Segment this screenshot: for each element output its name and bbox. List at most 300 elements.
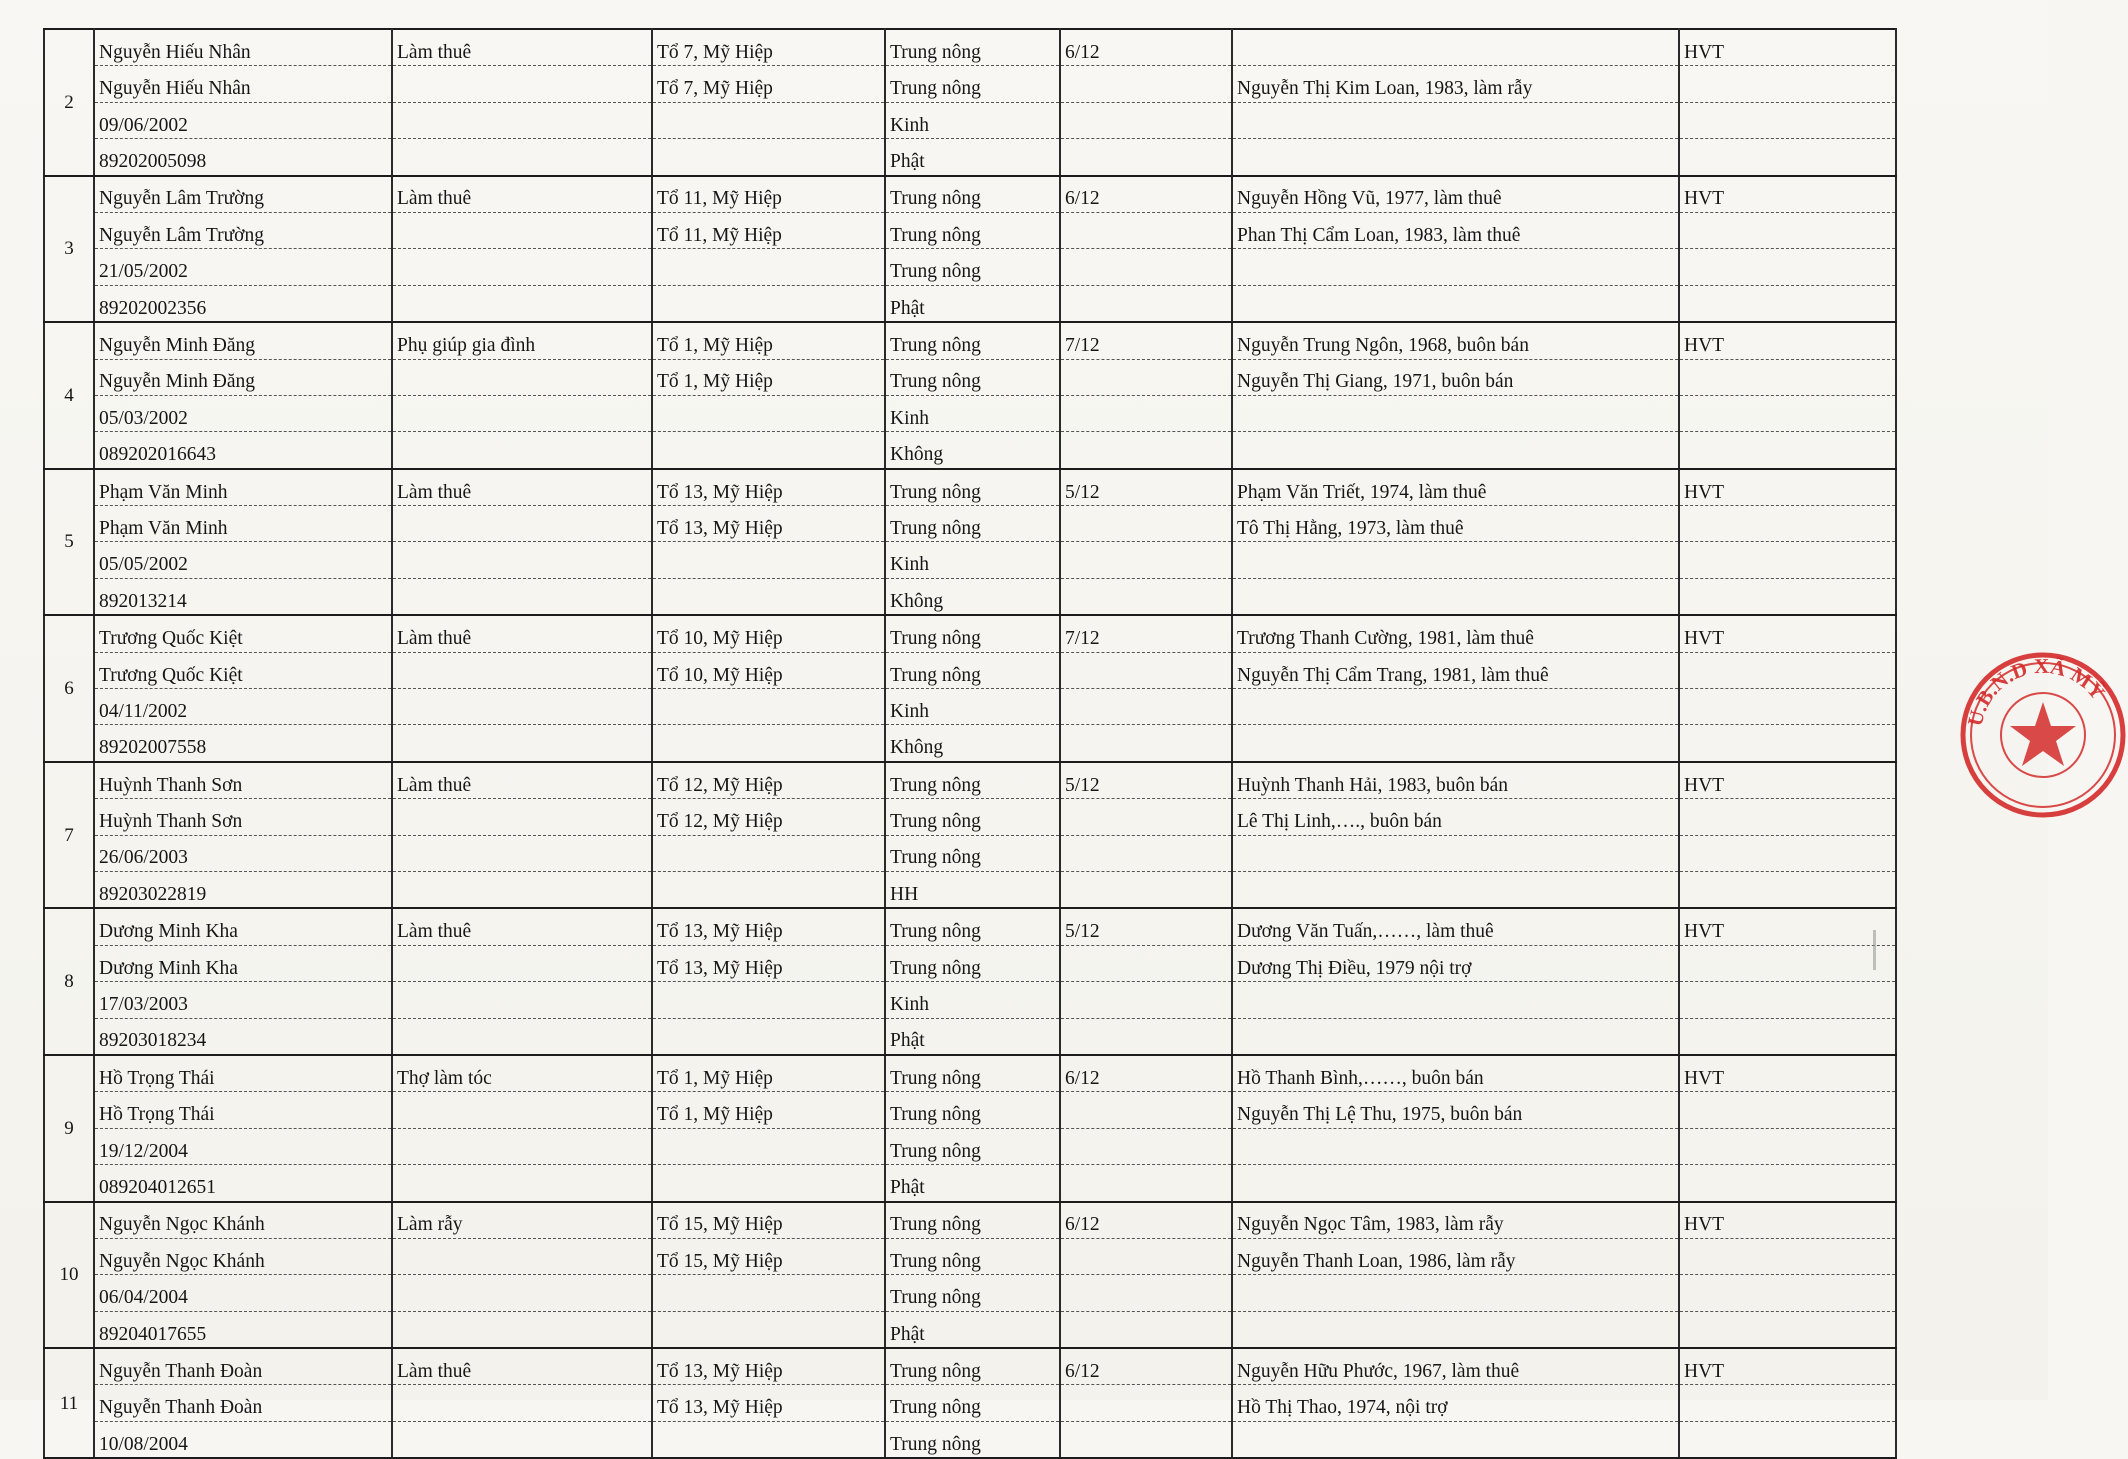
note-cell: [1679, 871, 1896, 908]
table-row: [44, 506, 1896, 542]
class-cell: Kinh: [885, 102, 1060, 138]
class-cell: Kinh: [885, 982, 1060, 1018]
table-row: [44, 285, 1896, 322]
parents-cell: Dương Văn Tuấn,……, làm thuê: [1232, 908, 1679, 945]
name-cell: Dương Minh Kha: [94, 945, 392, 981]
class-cell: Trung nông: [885, 1348, 1060, 1385]
table-row: [44, 212, 1896, 248]
name-cell: Nguyễn Lâm Trường: [94, 212, 392, 248]
occupation-cell: [392, 506, 652, 542]
parents-cell: [1232, 1421, 1679, 1458]
note-cell: HVT: [1679, 1348, 1896, 1385]
occupation-cell: Làm thuê: [392, 615, 652, 652]
row-number: 10: [44, 1202, 94, 1349]
education-cell: [1060, 1165, 1232, 1202]
address-cell: Tổ 7, Mỹ Hiệp: [652, 66, 885, 102]
table-row: [44, 652, 1896, 688]
note-cell: [1679, 1385, 1896, 1421]
name-cell: Nguyễn Hiếu Nhân: [94, 66, 392, 102]
parents-cell: [1232, 871, 1679, 908]
occupation-cell: [392, 249, 652, 285]
table-row: [44, 1128, 1896, 1164]
occupation-cell: Làm thuê: [392, 469, 652, 506]
parents-cell: [1232, 1018, 1679, 1055]
name-cell: 26/06/2003: [94, 835, 392, 871]
row-number: 6: [44, 615, 94, 762]
note-cell: [1679, 578, 1896, 615]
occupation-cell: [392, 1385, 652, 1421]
class-cell: Trung nông: [885, 176, 1060, 213]
class-cell: Trung nông: [885, 908, 1060, 945]
education-cell: [1060, 835, 1232, 871]
education-cell: 6/12: [1060, 1348, 1232, 1385]
parents-cell: [1232, 1275, 1679, 1311]
name-cell: 05/05/2002: [94, 542, 392, 578]
note-cell: HVT: [1679, 908, 1896, 945]
parents-cell: [1232, 1128, 1679, 1164]
note-cell: [1679, 1275, 1896, 1311]
table-row: [44, 176, 1896, 213]
class-cell: Trung nông: [885, 249, 1060, 285]
class-cell: Kinh: [885, 689, 1060, 725]
name-cell: 89203018234: [94, 1018, 392, 1055]
address-cell: Tổ 1, Mỹ Hiệp: [652, 1055, 885, 1092]
education-cell: [1060, 1018, 1232, 1055]
name-cell: 089204012651: [94, 1165, 392, 1202]
note-cell: [1679, 1165, 1896, 1202]
address-cell: [652, 139, 885, 176]
table-row: [44, 469, 1896, 506]
education-cell: 6/12: [1060, 176, 1232, 213]
address-cell: Tổ 13, Mỹ Hiệp: [652, 908, 885, 945]
address-cell: [652, 871, 885, 908]
parents-cell: Nguyễn Hữu Phước, 1967, làm thuê: [1232, 1348, 1679, 1385]
class-cell: Trung nông: [885, 945, 1060, 981]
note-cell: [1679, 652, 1896, 688]
class-cell: Trung nông: [885, 359, 1060, 395]
parents-cell: Trương Thanh Cường, 1981, làm thuê: [1232, 615, 1679, 652]
occupation-cell: [392, 359, 652, 395]
education-cell: [1060, 395, 1232, 431]
education-cell: [1060, 652, 1232, 688]
address-cell: [652, 102, 885, 138]
row-number: 8: [44, 908, 94, 1055]
address-cell: [652, 1421, 885, 1458]
note-cell: [1679, 1128, 1896, 1164]
name-cell: Trương Quốc Kiệt: [94, 652, 392, 688]
note-cell: [1679, 799, 1896, 835]
address-cell: [652, 1165, 885, 1202]
class-cell: Không: [885, 432, 1060, 469]
occupation-cell: [392, 725, 652, 762]
parents-cell: Nguyễn Thị Cẩm Trang, 1981, làm thuê: [1232, 652, 1679, 688]
parents-cell: Nguyễn Thị Lệ Thu, 1975, buôn bán: [1232, 1092, 1679, 1128]
row-number: 4: [44, 322, 94, 469]
name-cell: Dương Minh Kha: [94, 908, 392, 945]
class-cell: Phật: [885, 139, 1060, 176]
occupation-cell: [392, 982, 652, 1018]
note-cell: [1679, 945, 1896, 981]
class-cell: Trung nông: [885, 1275, 1060, 1311]
table-row: [44, 1092, 1896, 1128]
education-cell: [1060, 725, 1232, 762]
svg-text:U.B.N.D XÃ MỸ: [1963, 654, 2110, 729]
occupation-cell: Làm rẫy: [392, 1202, 652, 1239]
row-number: 2: [44, 29, 94, 176]
address-cell: [652, 1275, 885, 1311]
table-row: [44, 432, 1896, 469]
class-cell: Trung nông: [885, 1092, 1060, 1128]
occupation-cell: [392, 285, 652, 322]
address-cell: Tổ 12, Mỹ Hiệp: [652, 762, 885, 799]
class-cell: Trung nông: [885, 799, 1060, 835]
name-cell: 05/03/2002: [94, 395, 392, 431]
name-cell: Huỳnh Thanh Sơn: [94, 762, 392, 799]
education-cell: 6/12: [1060, 1202, 1232, 1239]
name-cell: Huỳnh Thanh Sơn: [94, 799, 392, 835]
education-cell: [1060, 945, 1232, 981]
note-cell: HVT: [1679, 1055, 1896, 1092]
name-cell: Phạm Văn Minh: [94, 469, 392, 506]
parents-cell: Nguyễn Trung Ngôn, 1968, buôn bán: [1232, 322, 1679, 359]
table-row: [44, 799, 1896, 835]
address-cell: [652, 578, 885, 615]
table-row: [44, 359, 1896, 395]
name-cell: 09/06/2002: [94, 102, 392, 138]
occupation-cell: [392, 66, 652, 102]
note-cell: [1679, 1092, 1896, 1128]
note-cell: HVT: [1679, 469, 1896, 506]
class-cell: Trung nông: [885, 506, 1060, 542]
occupation-cell: [392, 1311, 652, 1348]
education-cell: 7/12: [1060, 615, 1232, 652]
address-cell: [652, 1311, 885, 1348]
class-cell: Phật: [885, 1018, 1060, 1055]
occupation-cell: [392, 1238, 652, 1274]
education-cell: [1060, 1128, 1232, 1164]
parents-cell: Lê Thị Linh,…., buôn bán: [1232, 799, 1679, 835]
occupation-cell: [392, 395, 652, 431]
note-cell: [1679, 1238, 1896, 1274]
note-cell: [1679, 1311, 1896, 1348]
table-row: [44, 29, 1896, 66]
note-cell: [1679, 102, 1896, 138]
education-cell: [1060, 1421, 1232, 1458]
scan-mark: [1873, 930, 1876, 970]
address-cell: Tổ 13, Mỹ Hiệp: [652, 1348, 885, 1385]
table-row: [44, 1202, 1896, 1239]
note-cell: [1679, 542, 1896, 578]
address-cell: Tổ 13, Mỹ Hiệp: [652, 1385, 885, 1421]
table-row: [44, 322, 1896, 359]
name-cell: 19/12/2004: [94, 1128, 392, 1164]
class-cell: Trung nông: [885, 1128, 1060, 1164]
row-number: 11: [44, 1348, 94, 1458]
occupation-cell: [392, 1092, 652, 1128]
parents-cell: Hồ Thanh Bình,……, buôn bán: [1232, 1055, 1679, 1092]
name-cell: Nguyễn Ngọc Khánh: [94, 1238, 392, 1274]
seal-text: U.B.N.D XÃ MỸ: [1962, 653, 2110, 729]
note-cell: [1679, 1018, 1896, 1055]
name-cell: 10/08/2004: [94, 1421, 392, 1458]
table-row: [44, 945, 1896, 981]
parents-cell: [1232, 725, 1679, 762]
education-cell: [1060, 102, 1232, 138]
table-row: [44, 1055, 1896, 1092]
table-row: [44, 762, 1896, 799]
parents-cell: Phạm Văn Triết, 1974, làm thuê: [1232, 469, 1679, 506]
parents-cell: Phan Thị Cẩm Loan, 1983, làm thuê: [1232, 212, 1679, 248]
class-cell: Phật: [885, 285, 1060, 322]
name-cell: Hồ Trọng Thái: [94, 1092, 392, 1128]
class-cell: Trung nông: [885, 1238, 1060, 1274]
note-cell: [1679, 212, 1896, 248]
name-cell: 04/11/2002: [94, 689, 392, 725]
education-cell: 6/12: [1060, 29, 1232, 66]
parents-cell: [1232, 689, 1679, 725]
parents-cell: Dương Thị Điều, 1979 nội trợ: [1232, 945, 1679, 981]
table-row: [44, 139, 1896, 176]
note-cell: HVT: [1679, 762, 1896, 799]
education-cell: [1060, 578, 1232, 615]
education-cell: 6/12: [1060, 1055, 1232, 1092]
parents-cell: Nguyễn Thanh Loan, 1986, làm rẫy: [1232, 1238, 1679, 1274]
row-number: 9: [44, 1055, 94, 1202]
parents-cell: Tô Thị Hằng, 1973, làm thuê: [1232, 506, 1679, 542]
name-cell: Nguyễn Thanh Đoàn: [94, 1348, 392, 1385]
table-row: [44, 395, 1896, 431]
note-cell: [1679, 1421, 1896, 1458]
class-cell: Trung nông: [885, 762, 1060, 799]
education-cell: [1060, 1311, 1232, 1348]
parents-cell: Nguyễn Ngọc Tâm, 1983, làm rẫy: [1232, 1202, 1679, 1239]
class-cell: Kinh: [885, 395, 1060, 431]
table-row: [44, 982, 1896, 1018]
note-cell: HVT: [1679, 29, 1896, 66]
class-cell: Trung nông: [885, 1385, 1060, 1421]
parents-cell: [1232, 542, 1679, 578]
row-number: 5: [44, 469, 94, 616]
education-cell: [1060, 285, 1232, 322]
parents-cell: Huỳnh Thanh Hải, 1983, buôn bán: [1232, 762, 1679, 799]
education-cell: [1060, 799, 1232, 835]
parents-cell: Nguyễn Thị Kim Loan, 1983, làm rẫy: [1232, 66, 1679, 102]
parents-cell: Nguyễn Thị Giang, 1971, buôn bán: [1232, 359, 1679, 395]
parents-cell: [1232, 432, 1679, 469]
name-cell: Nguyễn Lâm Trường: [94, 176, 392, 213]
occupation-cell: [392, 945, 652, 981]
address-cell: Tổ 1, Mỹ Hiệp: [652, 359, 885, 395]
class-cell: Trung nông: [885, 615, 1060, 652]
occupation-cell: [392, 432, 652, 469]
note-cell: [1679, 432, 1896, 469]
address-cell: Tổ 7, Mỹ Hiệp: [652, 29, 885, 66]
address-cell: [652, 689, 885, 725]
occupation-cell: Phụ giúp gia đình: [392, 322, 652, 359]
occupation-cell: [392, 139, 652, 176]
name-cell: 17/03/2003: [94, 982, 392, 1018]
name-cell: 06/04/2004: [94, 1275, 392, 1311]
education-cell: [1060, 1275, 1232, 1311]
table-row: [44, 1421, 1896, 1458]
parents-cell: [1232, 578, 1679, 615]
occupation-cell: Làm thuê: [392, 1348, 652, 1385]
name-cell: 89202002356: [94, 285, 392, 322]
address-cell: Tổ 12, Mỹ Hiệp: [652, 799, 885, 835]
name-cell: 89203022819: [94, 871, 392, 908]
parents-cell: [1232, 285, 1679, 322]
address-cell: [652, 249, 885, 285]
name-cell: 21/05/2002: [94, 249, 392, 285]
class-cell: Trung nông: [885, 1202, 1060, 1239]
education-cell: 7/12: [1060, 322, 1232, 359]
address-cell: Tổ 13, Mỹ Hiệp: [652, 506, 885, 542]
class-cell: Phật: [885, 1165, 1060, 1202]
education-cell: [1060, 359, 1232, 395]
class-cell: Trung nông: [885, 469, 1060, 506]
occupation-cell: [392, 835, 652, 871]
red-seal-stamp: [1958, 650, 2128, 820]
name-cell: Nguyễn Thanh Đoàn: [94, 1385, 392, 1421]
occupation-cell: Thợ làm tóc: [392, 1055, 652, 1092]
address-cell: Tổ 11, Mỹ Hiệp: [652, 212, 885, 248]
occupation-cell: [392, 102, 652, 138]
row-number: 3: [44, 176, 94, 323]
table-row: [44, 835, 1896, 871]
occupation-cell: Làm thuê: [392, 908, 652, 945]
table-row: [44, 1311, 1896, 1348]
class-cell: Không: [885, 578, 1060, 615]
address-cell: [652, 432, 885, 469]
note-cell: [1679, 359, 1896, 395]
name-cell: 892013214: [94, 578, 392, 615]
parents-cell: [1232, 139, 1679, 176]
name-cell: Trương Quốc Kiệt: [94, 615, 392, 652]
class-cell: Trung nông: [885, 1421, 1060, 1458]
name-cell: 089202016643: [94, 432, 392, 469]
parents-cell: [1232, 249, 1679, 285]
note-cell: HVT: [1679, 615, 1896, 652]
occupation-cell: [392, 542, 652, 578]
note-cell: HVT: [1679, 1202, 1896, 1239]
name-cell: Hồ Trọng Thái: [94, 1055, 392, 1092]
table-row: [44, 1238, 1896, 1274]
table-row: [44, 578, 1896, 615]
education-cell: [1060, 432, 1232, 469]
table-row: [44, 249, 1896, 285]
education-cell: [1060, 139, 1232, 176]
occupation-cell: Làm thuê: [392, 29, 652, 66]
education-cell: [1060, 506, 1232, 542]
occupation-cell: [392, 1421, 652, 1458]
address-cell: [652, 835, 885, 871]
education-cell: [1060, 689, 1232, 725]
address-cell: Tổ 15, Mỹ Hiệp: [652, 1238, 885, 1274]
note-cell: [1679, 835, 1896, 871]
note-cell: [1679, 139, 1896, 176]
class-cell: Trung nông: [885, 652, 1060, 688]
name-cell: Nguyễn Ngọc Khánh: [94, 1202, 392, 1239]
occupation-cell: [392, 1128, 652, 1164]
parents-cell: [1232, 29, 1679, 66]
education-cell: [1060, 249, 1232, 285]
occupation-cell: [392, 1018, 652, 1055]
education-cell: [1060, 542, 1232, 578]
education-cell: [1060, 1092, 1232, 1128]
education-cell: [1060, 66, 1232, 102]
education-cell: [1060, 982, 1232, 1018]
table-row: [44, 1165, 1896, 1202]
table-row: [44, 66, 1896, 102]
registry-body: [44, 29, 1896, 1458]
occupation-cell: [392, 652, 652, 688]
occupation-cell: [392, 871, 652, 908]
table-row: [44, 1385, 1896, 1421]
table-row: [44, 871, 1896, 908]
occupation-cell: [392, 689, 652, 725]
table-row: [44, 102, 1896, 138]
class-cell: Trung nông: [885, 322, 1060, 359]
table-row: [44, 1018, 1896, 1055]
parents-cell: Hồ Thị Thao, 1974, nội trợ: [1232, 1385, 1679, 1421]
name-cell: 89204017655: [94, 1311, 392, 1348]
parents-cell: [1232, 102, 1679, 138]
table-row: [44, 615, 1896, 652]
class-cell: HH: [885, 871, 1060, 908]
address-cell: Tổ 15, Mỹ Hiệp: [652, 1202, 885, 1239]
note-cell: HVT: [1679, 176, 1896, 213]
address-cell: [652, 285, 885, 322]
citizen-registry-table: [43, 28, 1897, 1459]
education-cell: 5/12: [1060, 762, 1232, 799]
address-cell: Tổ 1, Mỹ Hiệp: [652, 1092, 885, 1128]
class-cell: Kinh: [885, 542, 1060, 578]
education-cell: 5/12: [1060, 908, 1232, 945]
class-cell: Phật: [885, 1311, 1060, 1348]
table-row: [44, 1275, 1896, 1311]
name-cell: Phạm Văn Minh: [94, 506, 392, 542]
class-cell: Trung nông: [885, 66, 1060, 102]
table-row: [44, 689, 1896, 725]
address-cell: Tổ 13, Mỹ Hiệp: [652, 469, 885, 506]
name-cell: 89202005098: [94, 139, 392, 176]
occupation-cell: [392, 578, 652, 615]
class-cell: Trung nông: [885, 1055, 1060, 1092]
seal-star-icon: [2010, 702, 2076, 766]
occupation-cell: [392, 212, 652, 248]
name-cell: Nguyễn Minh Đăng: [94, 322, 392, 359]
parents-cell: [1232, 1311, 1679, 1348]
table-row: [44, 908, 1896, 945]
name-cell: Nguyễn Minh Đăng: [94, 359, 392, 395]
class-cell: Trung nông: [885, 835, 1060, 871]
parents-cell: [1232, 395, 1679, 431]
note-cell: [1679, 66, 1896, 102]
class-cell: Không: [885, 725, 1060, 762]
education-cell: [1060, 871, 1232, 908]
education-cell: 5/12: [1060, 469, 1232, 506]
address-cell: [652, 982, 885, 1018]
education-cell: [1060, 1385, 1232, 1421]
note-cell: [1679, 395, 1896, 431]
occupation-cell: [392, 799, 652, 835]
occupation-cell: Làm thuê: [392, 762, 652, 799]
note-cell: [1679, 689, 1896, 725]
address-cell: Tổ 1, Mỹ Hiệp: [652, 322, 885, 359]
table-row: [44, 542, 1896, 578]
address-cell: Tổ 10, Mỹ Hiệp: [652, 615, 885, 652]
parents-cell: Nguyễn Hồng Vũ, 1977, làm thuê: [1232, 176, 1679, 213]
